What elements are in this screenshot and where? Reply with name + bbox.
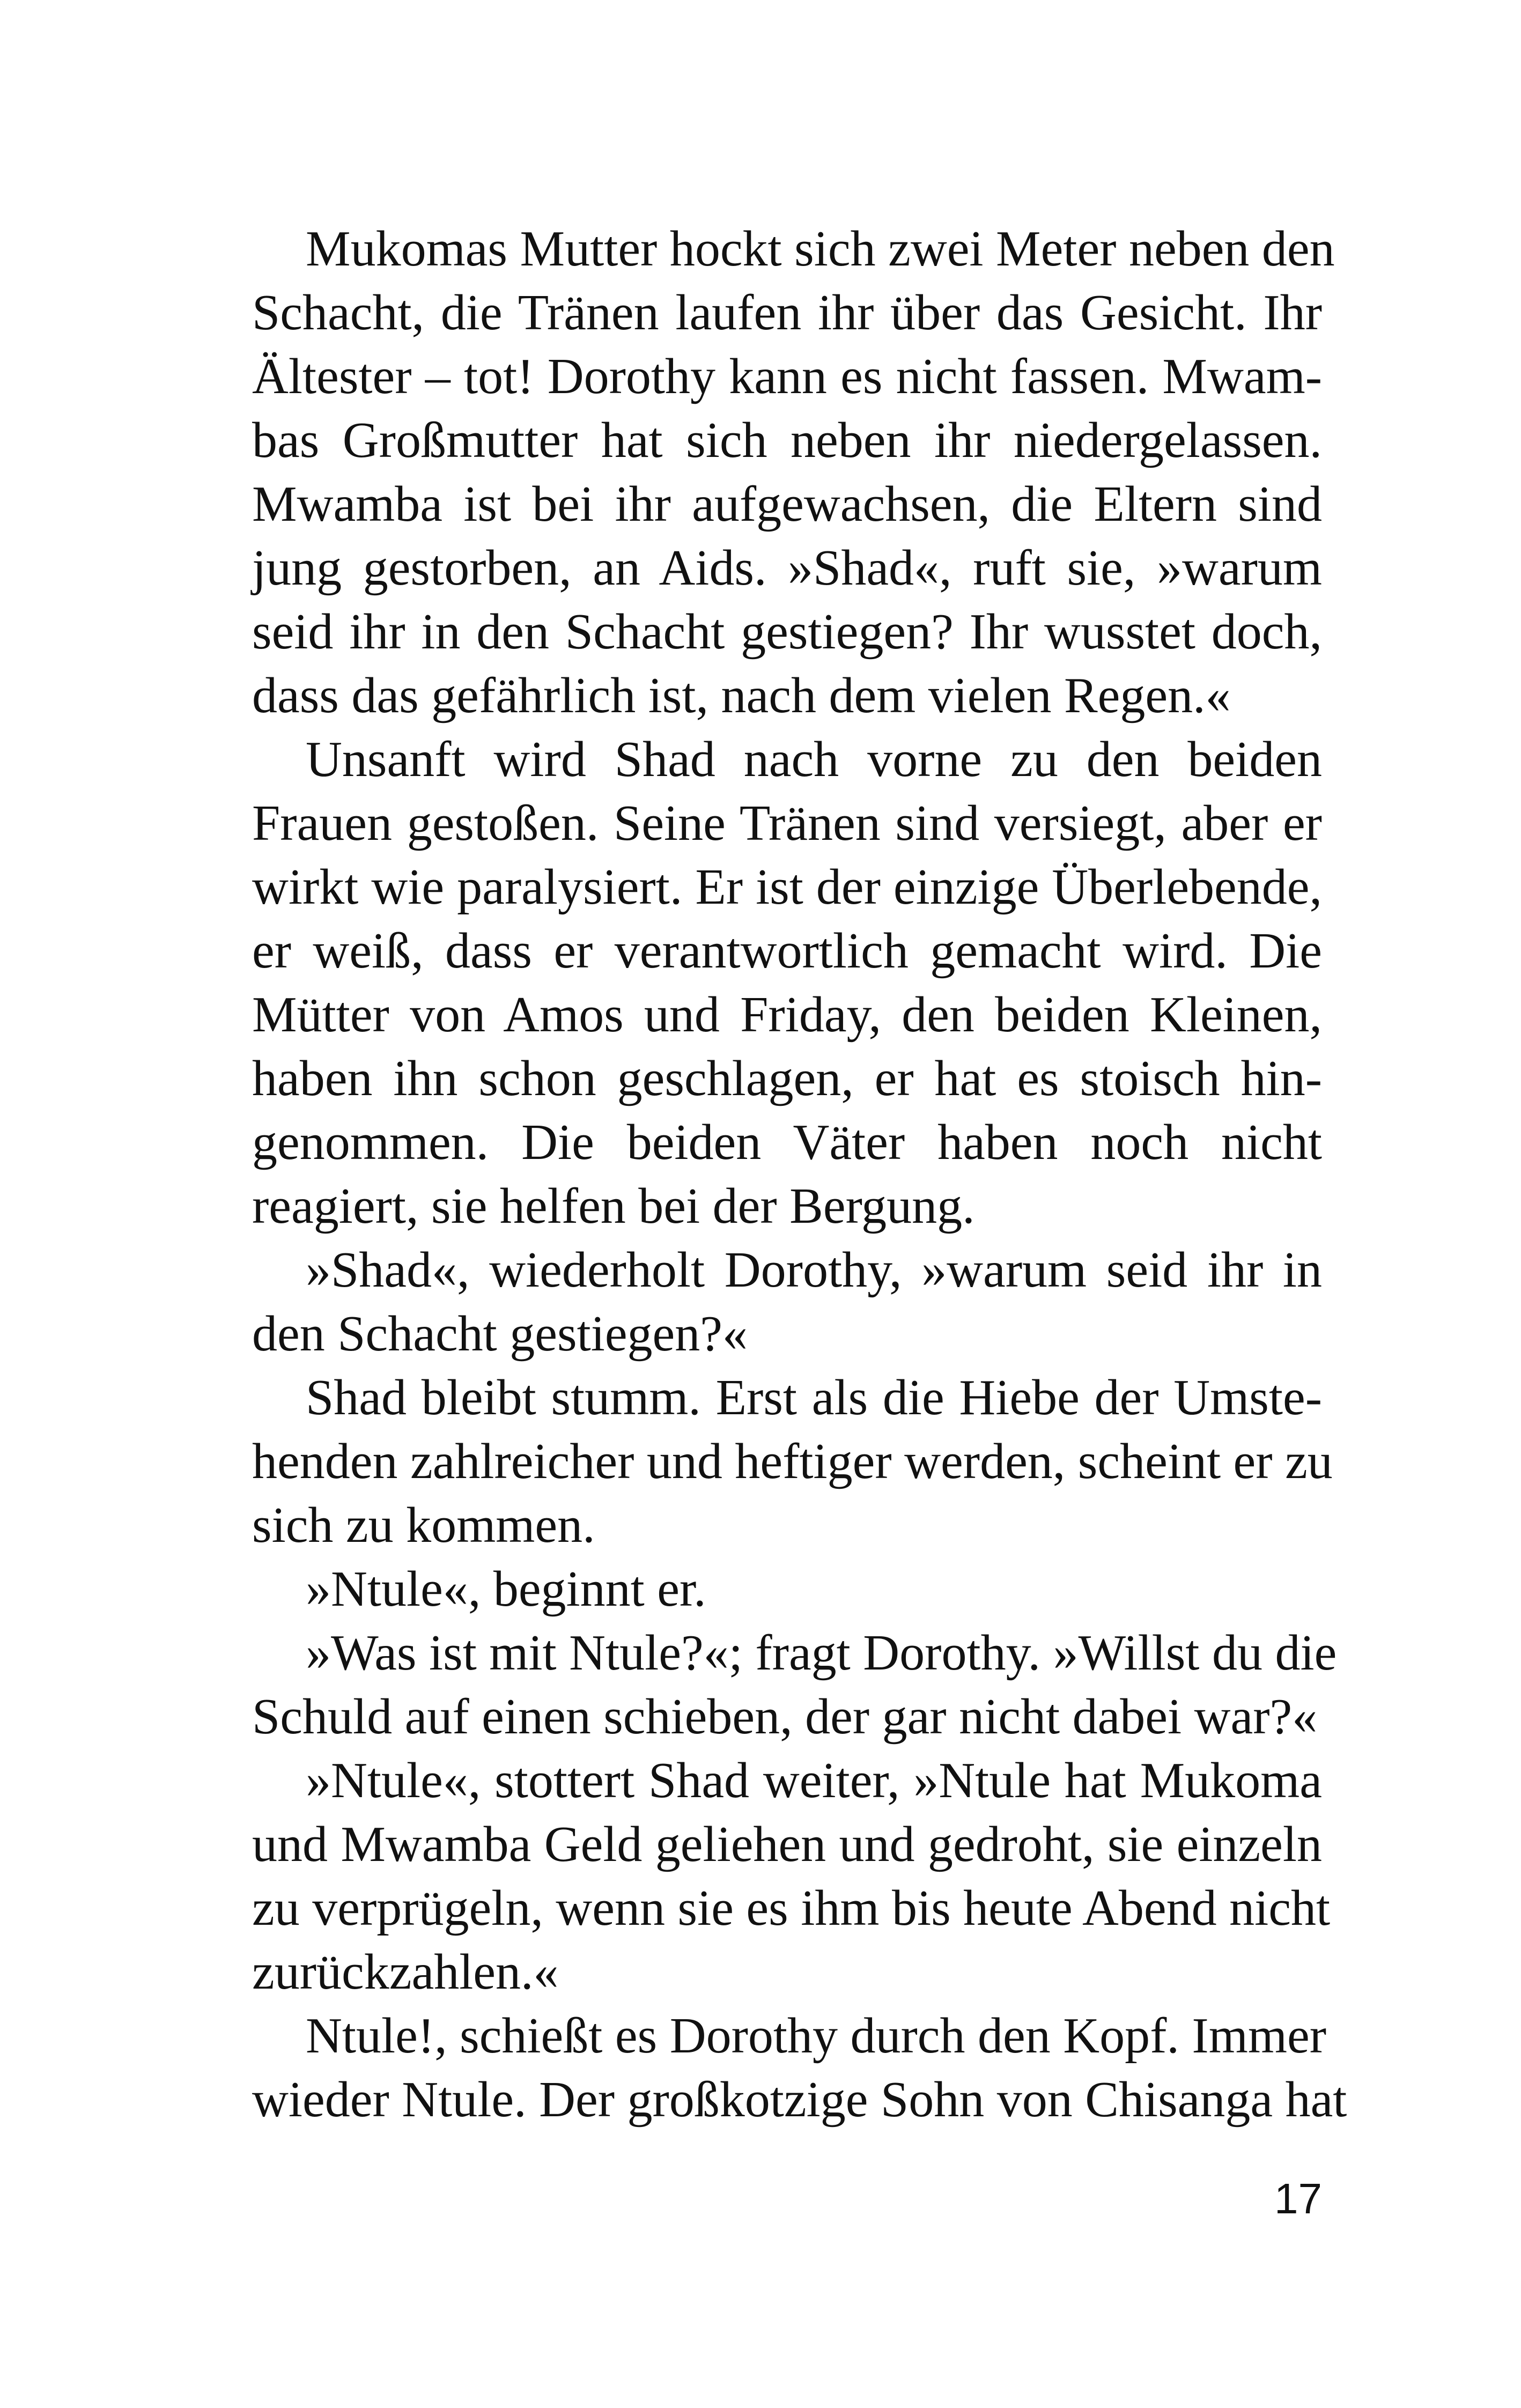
- text-line: Mütter von Amos und Friday, den beiden Kleinen,: [252, 987, 1322, 1043]
- text-line: dass das gefährlich ist, nach dem vielen Regen.«: [252, 668, 1231, 723]
- text-line: zurückzahlen.«: [252, 1944, 559, 2000]
- text-line: haben ihn schon geschlagen, er hat es stoisch hin-: [252, 1051, 1322, 1106]
- text-line: seid ihr in den Schacht gestiegen? Ihr wusstet doch,: [252, 604, 1322, 660]
- text-line: bas Großmutter hat sich neben ihr niedergelassen.: [252, 412, 1322, 468]
- text-line: wirkt wie paralysiert. Er ist der einzige Überlebende,: [252, 859, 1322, 915]
- text-line: jung gestorben, an Aids. »Shad«, ruft sie, »warum: [252, 540, 1322, 596]
- text-line: Schuld auf einen schieben, der gar nicht dabei war?«: [252, 1689, 1318, 1745]
- text-line: »Ntule«, stottert Shad weiter, »Ntule hat Mukoma: [306, 1753, 1322, 1808]
- text-line: Mwamba ist bei ihr aufgewachsen, die Eltern sind: [252, 476, 1322, 532]
- text-line: und Mwamba Geld geliehen und gedroht, sie einzeln: [252, 1816, 1322, 1872]
- text-line: »Shad«, wiederholt Dorothy, »warum seid ihr in: [306, 1242, 1322, 1298]
- text-line: »Ntule«, beginnt er.: [306, 1561, 706, 1617]
- text-line: Frauen gestoßen. Seine Tränen sind versiegt, aber er: [252, 795, 1322, 851]
- text-line: Ntule!, schießt es Dorothy durch den Kopf. Immer: [306, 2008, 1326, 2064]
- text-line: er weiß, dass er verantwortlich gemacht wird. Die: [252, 923, 1322, 979]
- page-number: 17: [1274, 2175, 1322, 2222]
- text-line: zu verprügeln, wenn sie es ihm bis heute Abend nicht: [252, 1880, 1331, 1936]
- text-line: Schacht, die Tränen laufen ihr über das Gesicht. Ihr: [252, 285, 1322, 341]
- text-line: genommen. Die beiden Väter haben noch nicht: [252, 1114, 1322, 1170]
- text-line: reagiert, sie helfen bei der Bergung.: [252, 1178, 975, 1234]
- text-line: sich zu kommen.: [252, 1497, 595, 1553]
- body-text: [252, 217, 1347, 2132]
- text-line: »Was ist mit Ntule?«; fragt Dorothy. »Willst du die: [306, 1625, 1337, 1681]
- text-line: Shad bleibt stumm. Erst als die Hiebe der Umste-: [306, 1370, 1322, 1425]
- text-line: henden zahlreicher und heftiger werden, scheint er zu: [252, 1434, 1333, 1489]
- text-line: Ältester – tot! Dorothy kann es nicht fassen. Mwam-: [252, 349, 1322, 404]
- text-line: Mukomas Mutter hockt sich zwei Meter neben den: [306, 221, 1335, 277]
- text-line: wieder Ntule. Der großkotzige Sohn von Chisanga hat: [252, 2072, 1347, 2128]
- text-line: Unsanft wird Shad nach vorne zu den beiden: [306, 732, 1322, 787]
- text-line: den Schacht gestiegen?«: [252, 1306, 748, 1362]
